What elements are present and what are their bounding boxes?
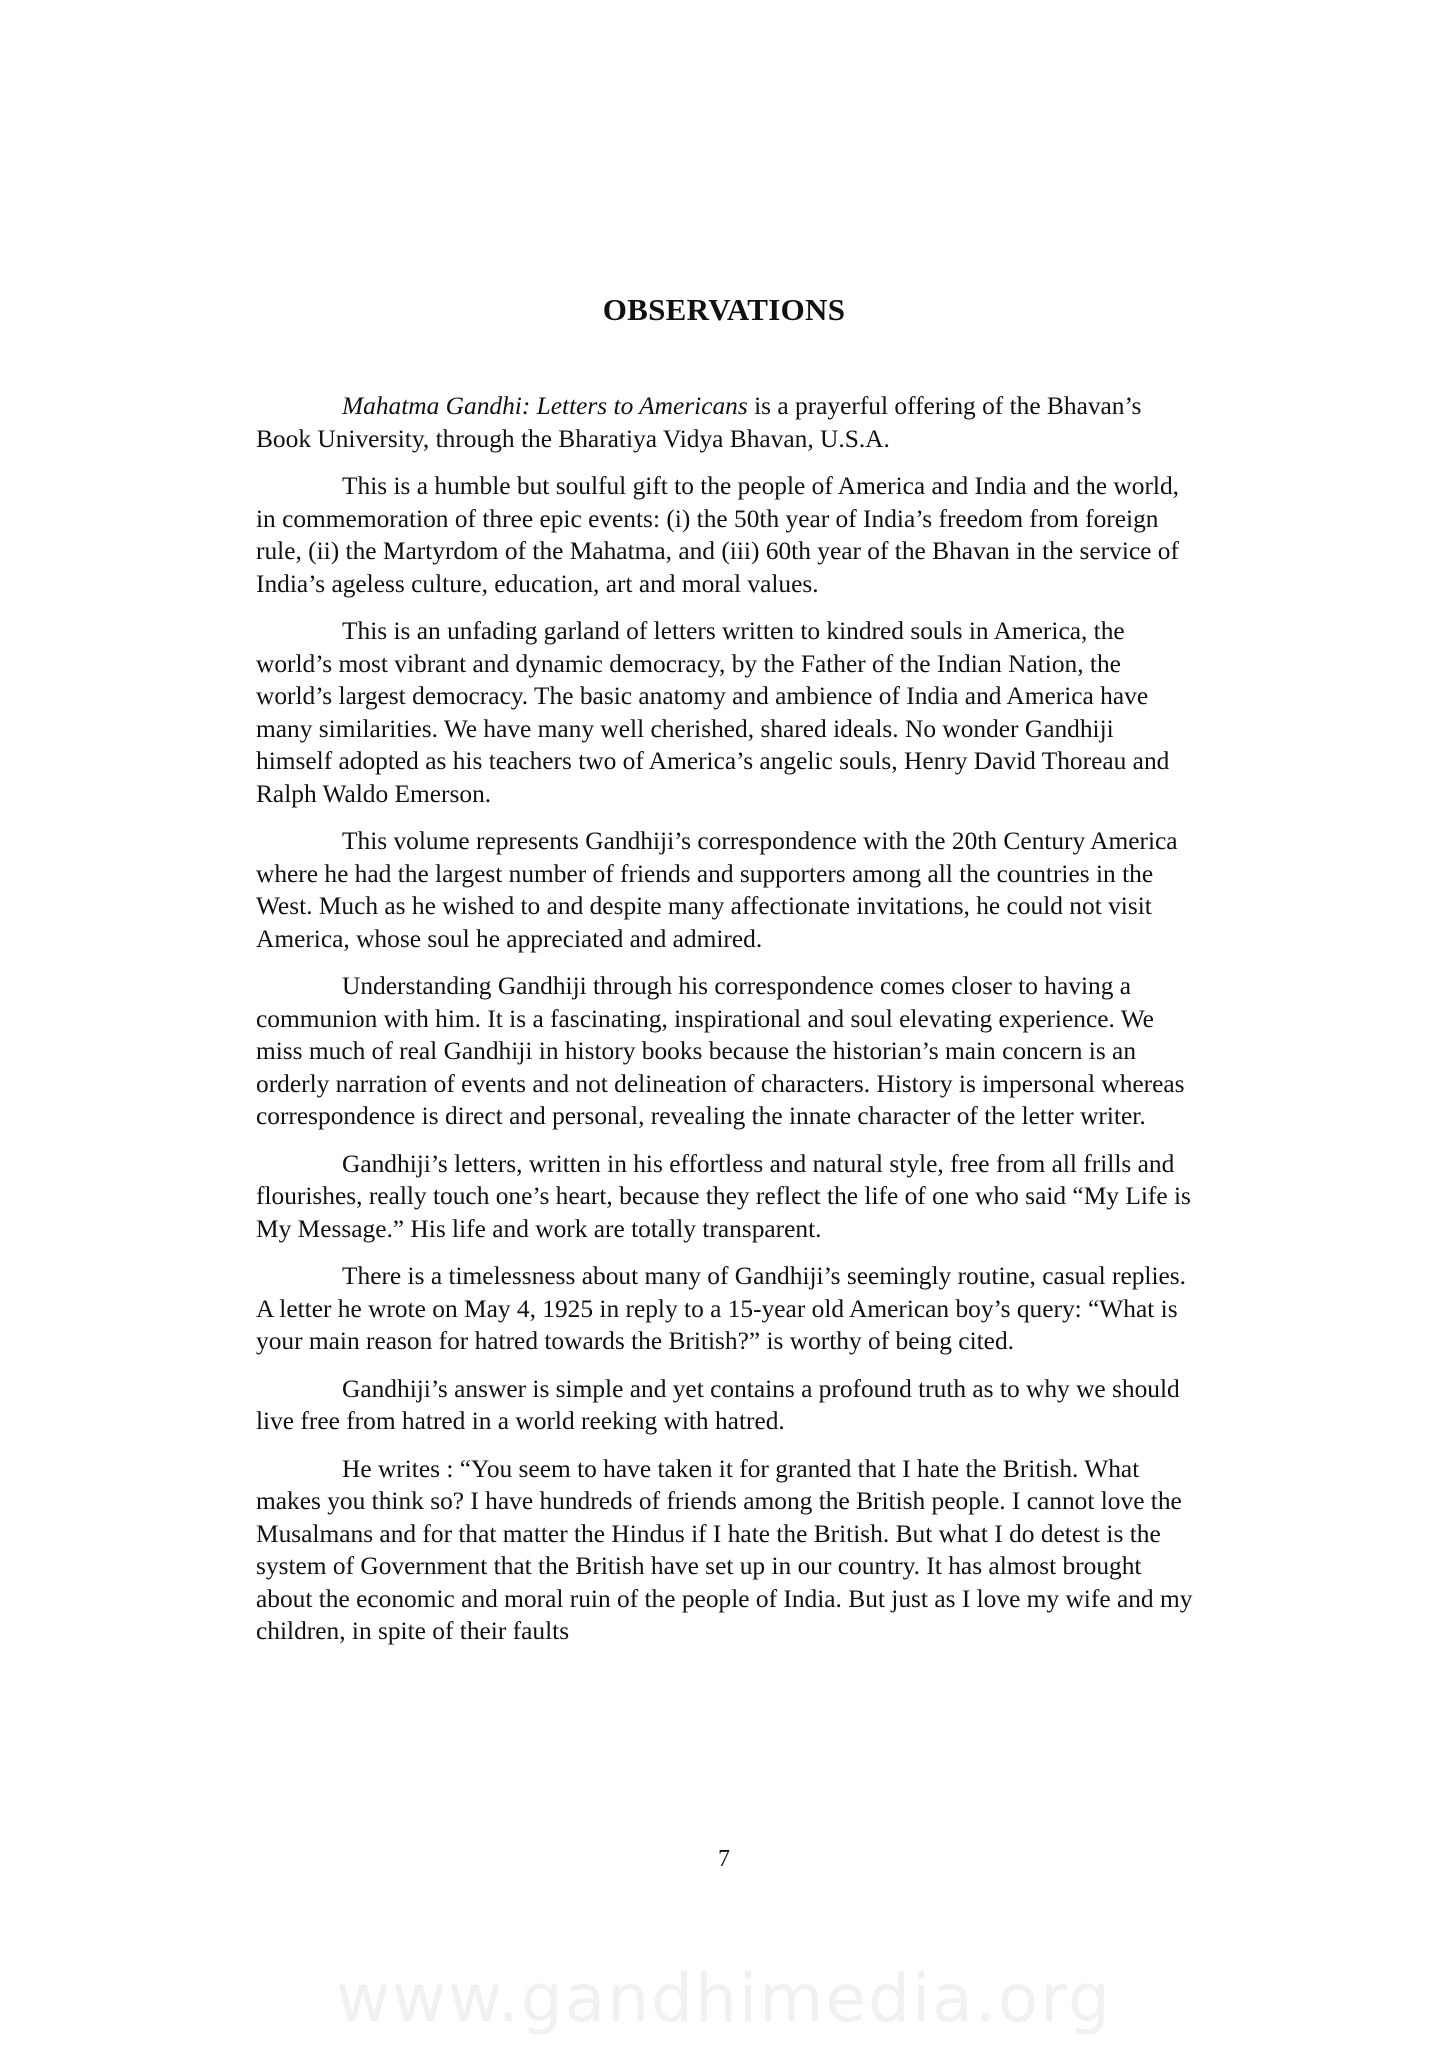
paragraph-7: There is a timelessness about many of Gandhiji’s seemingly routine, casual replies. A letter he wrote on May 4, 1925 in reply to a 15-year old American boy’s query: “What is your main reason for hatred towards the British?” is worthy of being cited. bbox=[256, 1262, 1187, 1355]
paragraph-5: Understanding Gandhiji through his correspondence comes closer to having a communion with him. It is a fascinating, inspirational and soul elevating experience. We miss much of real Gandhiji in history books because the historian’s main concern is an orderly narration of events and not delineation of characters. History is impersonal whereas correspondence is direct and personal, revealing the innate character of the letter writer. bbox=[256, 972, 1185, 1130]
paragraph-1-text: is a prayerful offering of the Bhavan’s Book University, through the Bharatiya Vidya Bhavan, U.S.A. bbox=[256, 392, 1142, 453]
page-title: OBSERVATIONS bbox=[602, 292, 846, 327]
paragraph-9: He writes : “You seem to have taken it for granted that I hate the British. What makes you think so? I have hundreds of friends among the British people. I cannot love the Musalmans and for that matter the Hindus if I hate the British. But what I do detest is the system of Government that the British have set up in our country. It has almost brought about the economic and moral ruin of the people of India. But just as I love my wife and my children, in spite of their faults bbox=[256, 1454, 1193, 1645]
paragraph-2: This is a humble but soulful gift to the people of America and India and the world, in commemoration of three epic events: (i) the 50th year of India’s freedom from foreign rule, (ii) the Martyrdom of the Mahatma, and (iii) 60th year of the Bhavan in the service of India’s ageless culture, education, art and moral values. bbox=[256, 472, 1179, 598]
book-title-italic: Mahatma Gandhi: Letters to Americans bbox=[342, 392, 748, 420]
body-text bbox=[256, 390, 1196, 1663]
paragraph-3: This is an unfading garland of letters written to kindred souls in America, the world’s most vibrant and dynamic democracy, by the Father of the Indian Nation, the world’s largest democracy. The basic anatomy and ambience of India and America have many similarities. We have many well cherished, shared ideals. No wonder Gandhiji himself adopted as his teachers two of America’s angelic souls, Henry David Thoreau and Ralph Waldo Emerson. bbox=[256, 617, 1170, 808]
watermark: www.gandhimedia.org bbox=[336, 1960, 1112, 2037]
paragraph-8: Gandhiji’s answer is simple and yet contains a profound truth as to why we should live free from hatred in a world reeking with hatred. bbox=[256, 1374, 1180, 1435]
paragraph-1 bbox=[256, 390, 1196, 455]
page-number: 7 bbox=[718, 1846, 730, 1872]
paragraph-6: Gandhiji’s letters, written in his effortless and natural style, free from all frills and flourishes, really touch one’s heart, because they reflect the life of one who said “My Life is My Message.” His life and work are totally transparent. bbox=[256, 1149, 1191, 1243]
paragraph-4: This volume represents Gandhiji’s correspondence with the 20th Century America where he had the largest number of friends and supporters among all the countries in the West. Much as he wished to and despite many affectionate invitations, he could not visit America, whose soul he appreciated and admired. bbox=[256, 827, 1178, 953]
